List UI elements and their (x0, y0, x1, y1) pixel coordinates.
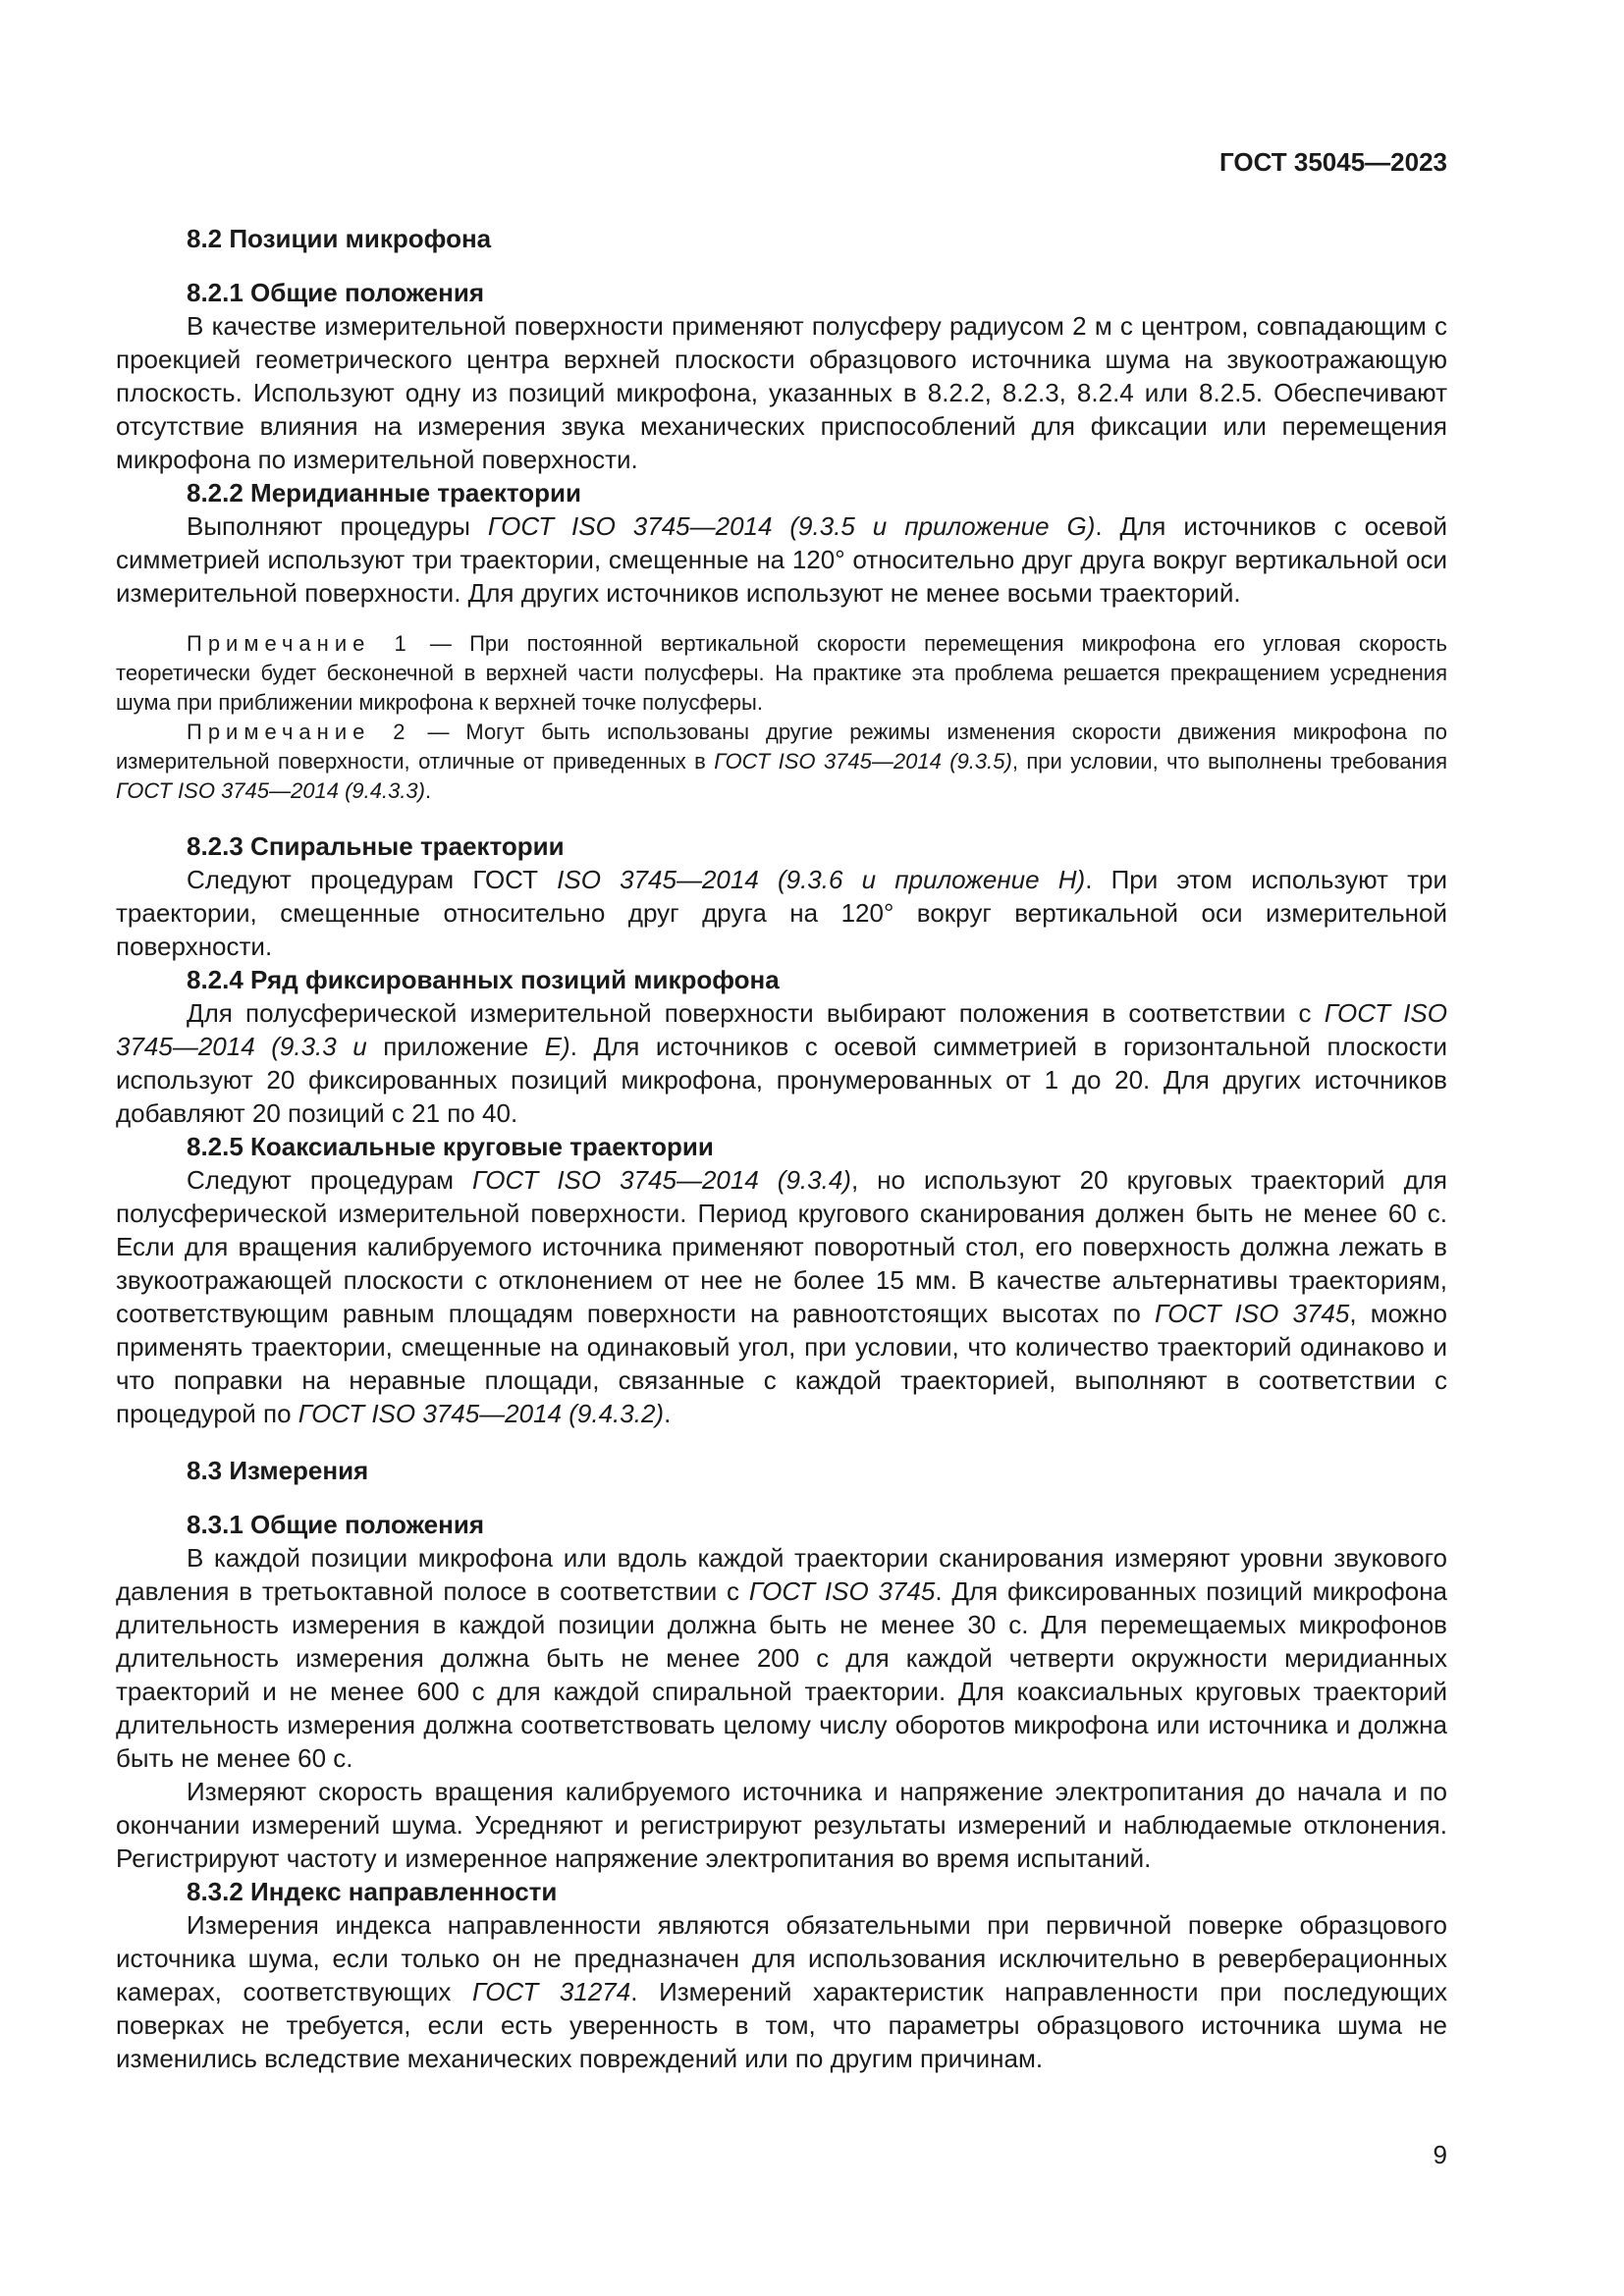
text-run: , при условии, что выполнены требования (1011, 749, 1448, 774)
text-run: Выполняют процедуры (187, 511, 488, 541)
section-8-2-1-paragraph: В качестве измерительной поверхности применяют полусферу радиусом 2 м с центром, совпадающим с проекцией геометрического центра верхней плоскости образцового источника шума на звукоотражающую плоскость. Используют одну из позиций микрофона, указанных в 8.2.2, 8.2.3, 8.2.4 или 8.2.5. Обеспечивают отсутствие влияния на измерения звука механических приспособлений для фиксации или перемещения микрофона по измерительной поверхности. (116, 311, 1447, 474)
standard-reference: ГОСТ ISO 3745—2014 (9.3.4) (472, 1165, 851, 1195)
section-8-3-2-title: 8.3.2 Индекс направленности (187, 1877, 558, 1906)
standard-reference: ГОСТ ISO 3745 (748, 1576, 936, 1606)
note-1-text: — При постоянной вертикальной скорости перемещения микрофона его угловая скорость теоретически будет бесконечной в верхней части полусферы. На практике эта проблема решается прекращением усреднения шума при приближении микрофона к верхней точке полусферы. (116, 631, 1447, 715)
section-8-2-2 (116, 476, 1447, 806)
section-8-2-4-title: 8.2.4 Ряд фиксированных позиций микрофона (187, 965, 780, 994)
section-8-2-4 (116, 963, 1447, 1130)
page-number: 9 (1433, 2140, 1447, 2169)
section-8-3-2 (116, 1875, 1447, 2075)
text-run: Измерения индекса направленности являются обязательными при первичной поверке образцового источника шума, если только он не предназначен для использования исключительно в реверберационных камерах, соответствующих (116, 1910, 1447, 2006)
standard-reference: ГОСТ ISO 3745—2014 (9.3.5) (714, 749, 1012, 774)
standard-reference: ГОСТ ISO 3745—2014 (9.3.3 и (116, 998, 1447, 1061)
text-run: Следуют процедурам ГОСТ (187, 865, 558, 894)
text-run: , но используют 20 круговых траекторий для полусферической измерительной поверхности. Период кругового сканирования должен быть не менее 60 с. Если для вращения калибруемого источника применяют поворотный стол, его поверхность должна лежать в звукоотражающей плоскости с отклонением от нее не более 15 мм. В качестве альтернативы траекториям, соответствующим равным площадям поверхности на равноотстоящих высотах по (116, 1165, 1447, 1328)
section-8-3-1-paragraph-2: Измеряют скорость вращения калибруемого источника и напряжение электропитания до начала и по окончании измерений шума. Усредняют и регистрируют результаты измерений и наблюдаемые отклонения. Регистрируют частоту и измеренное напряжение электропитания во время испытаний. (116, 1777, 1447, 1873)
section-8-3-title: 8.3 Измерения (187, 1456, 369, 1485)
standard-reference: ГОСТ ISO 3745—2014 (9.4.3.3) (116, 778, 425, 803)
section-8-2-3-title: 8.2.3 Спиральные траектории (187, 831, 565, 861)
text-run: . Для фиксированных позиций микрофона длительность измерения в каждой позиции должна быть не менее 30 с. Для перемещаемых микрофонов длительность измерения должна быть не менее 200 с для каждой четверти окружности меридианных траекторий и не менее 600 с для каждой спиральной траектории. Для коаксиальных круговых траекторий длительность измерения должна соответствовать целому числу оборотов микрофона или источника и должна быть не менее 60 с. (116, 1576, 1448, 1773)
spacer (116, 1430, 1447, 1456)
note-1-label: Примечание 1 (187, 631, 412, 656)
text-run: Следуют процедурам (187, 1165, 473, 1195)
section-8-2-4-paragraph (116, 996, 1447, 1130)
section-8-2-3 (116, 829, 1447, 963)
section-8-2-1-title: 8.2.1 Общие положения (187, 278, 484, 307)
standard-reference: ГОСТ ISO 3745—2014 (9.3.5 и приложение G) (487, 511, 1096, 541)
section-8-2-5 (116, 1130, 1447, 1430)
text-run: . Измерений характеристик направленности при последующих поверках не требуется, если есть уверенность в том, что параметры образцового источника шума не изменились вследствие механических повреждений или по другим причинам. (116, 1977, 1447, 2073)
standard-reference: ISO 3745—2014 (9.3.6 и приложение H) (557, 865, 1086, 894)
section-8-2-5-paragraph (116, 1163, 1447, 1430)
section-8-2-2-paragraph (116, 509, 1447, 610)
page-content (116, 224, 1447, 2075)
section-8-2-2-title: 8.2.2 Меридианные траектории (187, 478, 581, 507)
text-run: приложение (366, 1032, 545, 1061)
note-1 (116, 629, 1447, 718)
text-run: Для полусферической измерительной поверхности выбирают положения в соответствии с (187, 998, 1325, 1028)
notes-block (116, 629, 1447, 806)
standard-reference: E) (544, 1032, 570, 1061)
section-8-3-1-title: 8.3.1 Общие положения (187, 1510, 484, 1539)
text-run: . (664, 1399, 672, 1428)
text-run: . (425, 778, 432, 803)
text-run: — Могут быть использованы другие режимы изменения скорости движения микрофона по измерительной поверхности, отличные от приведенных в (116, 720, 1448, 774)
text-run: , можно применять траектории, смещенные на одинаковый угол, при условии, что количество траекторий одинаково и что поправки на неравные площади, связанные с каждой траекторией, выполняют в соответствии с процедурой по (116, 1299, 1448, 1428)
section-8-2-title: 8.2 Позиции микрофона (187, 224, 492, 253)
section-8-3-2-paragraph (116, 1908, 1447, 2075)
text-run: . Для источников с осевой симметрией в горизонтальной плоскости используют 20 фиксированных позиций микрофона, пронумерованных от 1 до 20. Для других источников добавляют 20 позиций с 21 по 40. (116, 1032, 1448, 1128)
text-run: . Для источников с осевой симметрией используют три траектории, смещенные на 120° относительно друг друга вокруг вертикальной оси измерительной поверхности. Для других источников используют не менее восьми траекторий. (116, 511, 1448, 608)
standard-reference: ГОСТ ISO 3745—2014 (9.4.3.2) (298, 1399, 665, 1428)
section-8-2-1 (116, 276, 1447, 476)
section-8-3-1 (116, 1508, 1447, 1875)
section-8-2-5-title: 8.2.5 Коаксиальные круговые траектории (187, 1132, 714, 1161)
section-8-3-1-paragraph-1 (116, 1541, 1447, 1775)
text-run: В каждой позиции микрофона или вдоль каждой траектории сканирования измеряют уровни звукового давления в третьоктавной полосе в соответствии с (116, 1543, 1447, 1606)
note-2-label: Примечание 2 (187, 720, 411, 744)
section-8-2-3-paragraph (116, 863, 1447, 963)
standard-reference: ГОСТ 31274 (471, 1977, 631, 2006)
note-2 (116, 718, 1447, 806)
text-run: . При этом используют три траектории, смещенные относительно друг друга на 120° вокруг вертикальной оси измерительной поверхности. (116, 865, 1447, 961)
document-code: ГОСТ 35045—2023 (1219, 147, 1447, 177)
standard-reference: ГОСТ ISO 3745 (1155, 1299, 1350, 1328)
